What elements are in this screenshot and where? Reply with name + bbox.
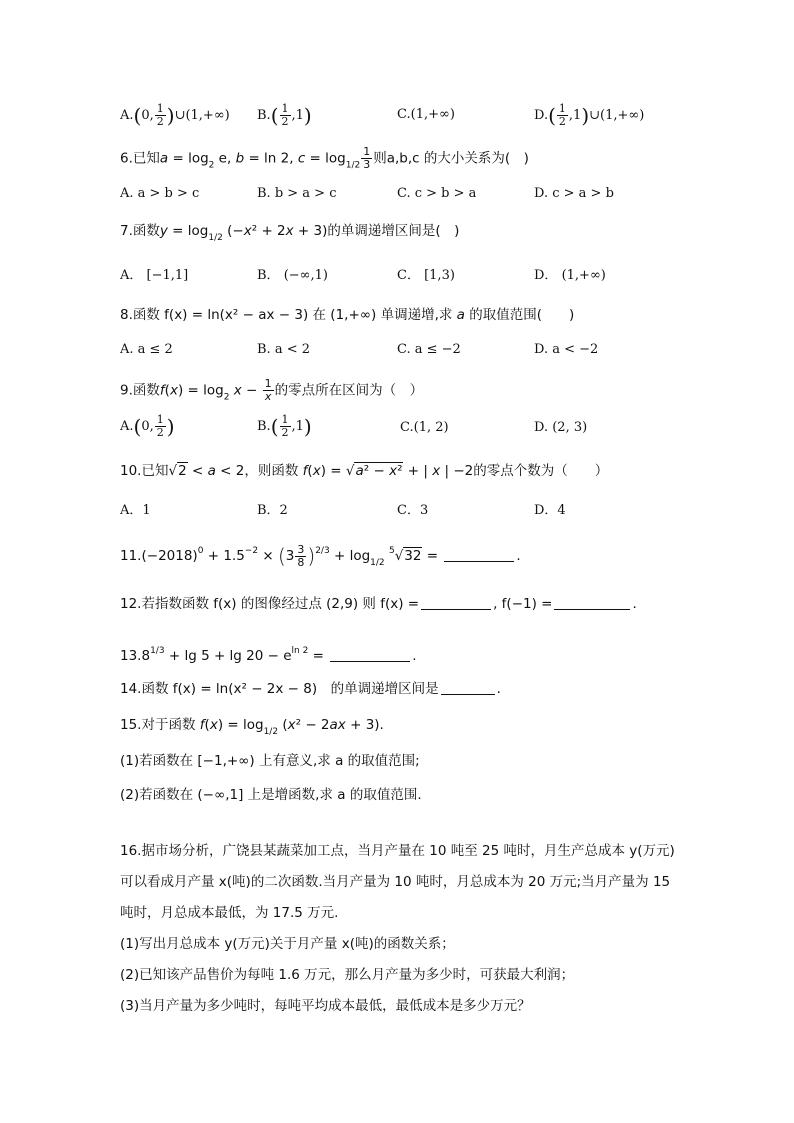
question-6: 6.已知$a = \log_2 e$, b = ln 2, $c = \log_{1/2}$ $\frac{1}{3}$ 则a,b,c 的大小关系为( ) (120, 145, 529, 171)
q5-option-a[interactable]: A.(0, $\frac{1}{2}$ )∪(1,+∞) (120, 102, 230, 128)
q11-answer-blank[interactable] (444, 560, 514, 562)
question-13: $13.8^{1/3} + \lg 5 + \lg 20 - e^{ln 2}$ = . (120, 646, 417, 664)
q7-option-d[interactable]: D． (1,+∞) (534, 268, 606, 283)
q8-option-b[interactable]: B. a < 2 (257, 342, 310, 357)
q9-options (120, 414, 680, 454)
question-10: 10.已知√2 < a < 2，则函数 f(x) = √a² − x² + | x | −2的零点个数为（ ） (120, 463, 609, 479)
question-16-part-2: (2)已知该产品售价为每吨 1.6 万元，那么月产量为多少时，可获最大利润； (120, 967, 575, 983)
question-12: 12.若指数函数 f(x) 的图像经过点 (2,9) 则 f(x) = , f(−1) = . (120, 596, 637, 612)
q7-option-c[interactable]: C． [1,3) (397, 268, 455, 283)
q6-option-c[interactable]: C. c > b > a (397, 186, 477, 201)
question-11: $11.(-2018)^0 + 1.5^{-2} \times (3$ $\frac{3}{8}$ )$^{2/3} + \log_{1/2} ^5√32$ = . (120, 542, 521, 569)
q8-option-d[interactable]: D. a < −2 (534, 342, 599, 357)
question-16-part-1: (1)写出月总成本 y(万元)关于月产量 x(吨)的函数关系； (120, 936, 455, 952)
q9-option-c[interactable]: C.(1, 2) (400, 420, 449, 435)
q7-option-a[interactable]: A． [−1,1] (120, 268, 189, 283)
q5-option-d[interactable]: D.( $\frac{1}{2}$ ,1)∪(1,+∞) (534, 102, 645, 128)
question-7: 7.函数$y = \log_{1/2} (-x^2 + 2x + 3)$的单调递增区间是( ) (120, 223, 460, 243)
q6-options (120, 186, 680, 226)
q12-answer-blank-1[interactable] (421, 608, 491, 610)
q6-option-b[interactable]: B. b > a > c (257, 186, 337, 201)
q8-option-c[interactable]: C. a ≤ −2 (397, 342, 461, 357)
q10-option-c[interactable]: C．3 (397, 503, 429, 518)
q9-option-d[interactable]: D. (2, 3) (534, 420, 588, 435)
q7-options (120, 264, 680, 304)
q7-option-b[interactable]: B． (−∞,1) (257, 268, 328, 283)
q10-option-b[interactable]: B．2 (257, 503, 288, 518)
question-15: 15.对于函数 $f(x) = \log_{1/2} (x^2 - 2ax + 3)$. (120, 717, 384, 737)
question-8: 8.函数 f(x) = ln(x² − ax − 3) 在 (1,+∞) 单调递增,求 a 的取值范围( ) (120, 307, 575, 323)
q13-answer-blank[interactable] (330, 660, 410, 662)
question-9: 9.函数$f(x) = \log_2 x$ − $\frac{1}{x}$ 的零点所在区间为（ ） (120, 377, 424, 403)
q5-option-b[interactable]: B.( $\frac{1}{2}$ ,1) (257, 102, 312, 128)
question-16-part-3: (3)当月产量为多少吨时，每吨平均成本最低，最低成本是多少万元？ (120, 998, 531, 1014)
q6-option-d[interactable]: D. c > a > b (534, 186, 614, 201)
q10-options (120, 499, 680, 539)
question-16-line-1: 16.据市场分析，广饶县某蔬菜加工点，当月产量在 10 吨至 25 吨时，月生产总成本 y(万元) (120, 843, 675, 859)
q14-answer-blank[interactable] (441, 693, 495, 695)
question-15-part-2: (2)若函数在 (−∞,1] 上是增函数,求 a 的取值范围. (120, 787, 422, 803)
q10-option-d[interactable]: D．4 (534, 503, 566, 518)
q5-option-c[interactable]: C.(1,+∞) (397, 107, 455, 122)
q8-option-a[interactable]: A. a ≤ 2 (120, 342, 173, 357)
question-16-line-3: 吨时，月总成本最低，为 17.5 万元. (120, 905, 339, 921)
q6-option-a[interactable]: A. a > b > c (120, 186, 200, 201)
q9-option-a[interactable]: A.(0, $\frac{1}{2}$ ) (120, 413, 175, 439)
question-16-line-2: 可以看成月产量 x(吨)的二次函数.当月产量为 10 吨时，月总成本为 20 万元;当月产量为 15 (120, 874, 671, 890)
question-14: 14.函数 f(x) = ln(x² − 2x − 8) 的单调递增区间是 . (120, 681, 501, 697)
q12-answer-blank-2[interactable] (554, 608, 630, 610)
q5-options (120, 103, 680, 143)
question-15-part-1: (1)若函数在 [−1,+∞) 上有意义,求 a 的取值范围; (120, 753, 420, 769)
q8-options (120, 342, 680, 382)
q9-option-b[interactable]: B.( $\frac{1}{2}$ ,1) (257, 413, 312, 439)
q10-option-a[interactable]: A．1 (120, 503, 151, 518)
